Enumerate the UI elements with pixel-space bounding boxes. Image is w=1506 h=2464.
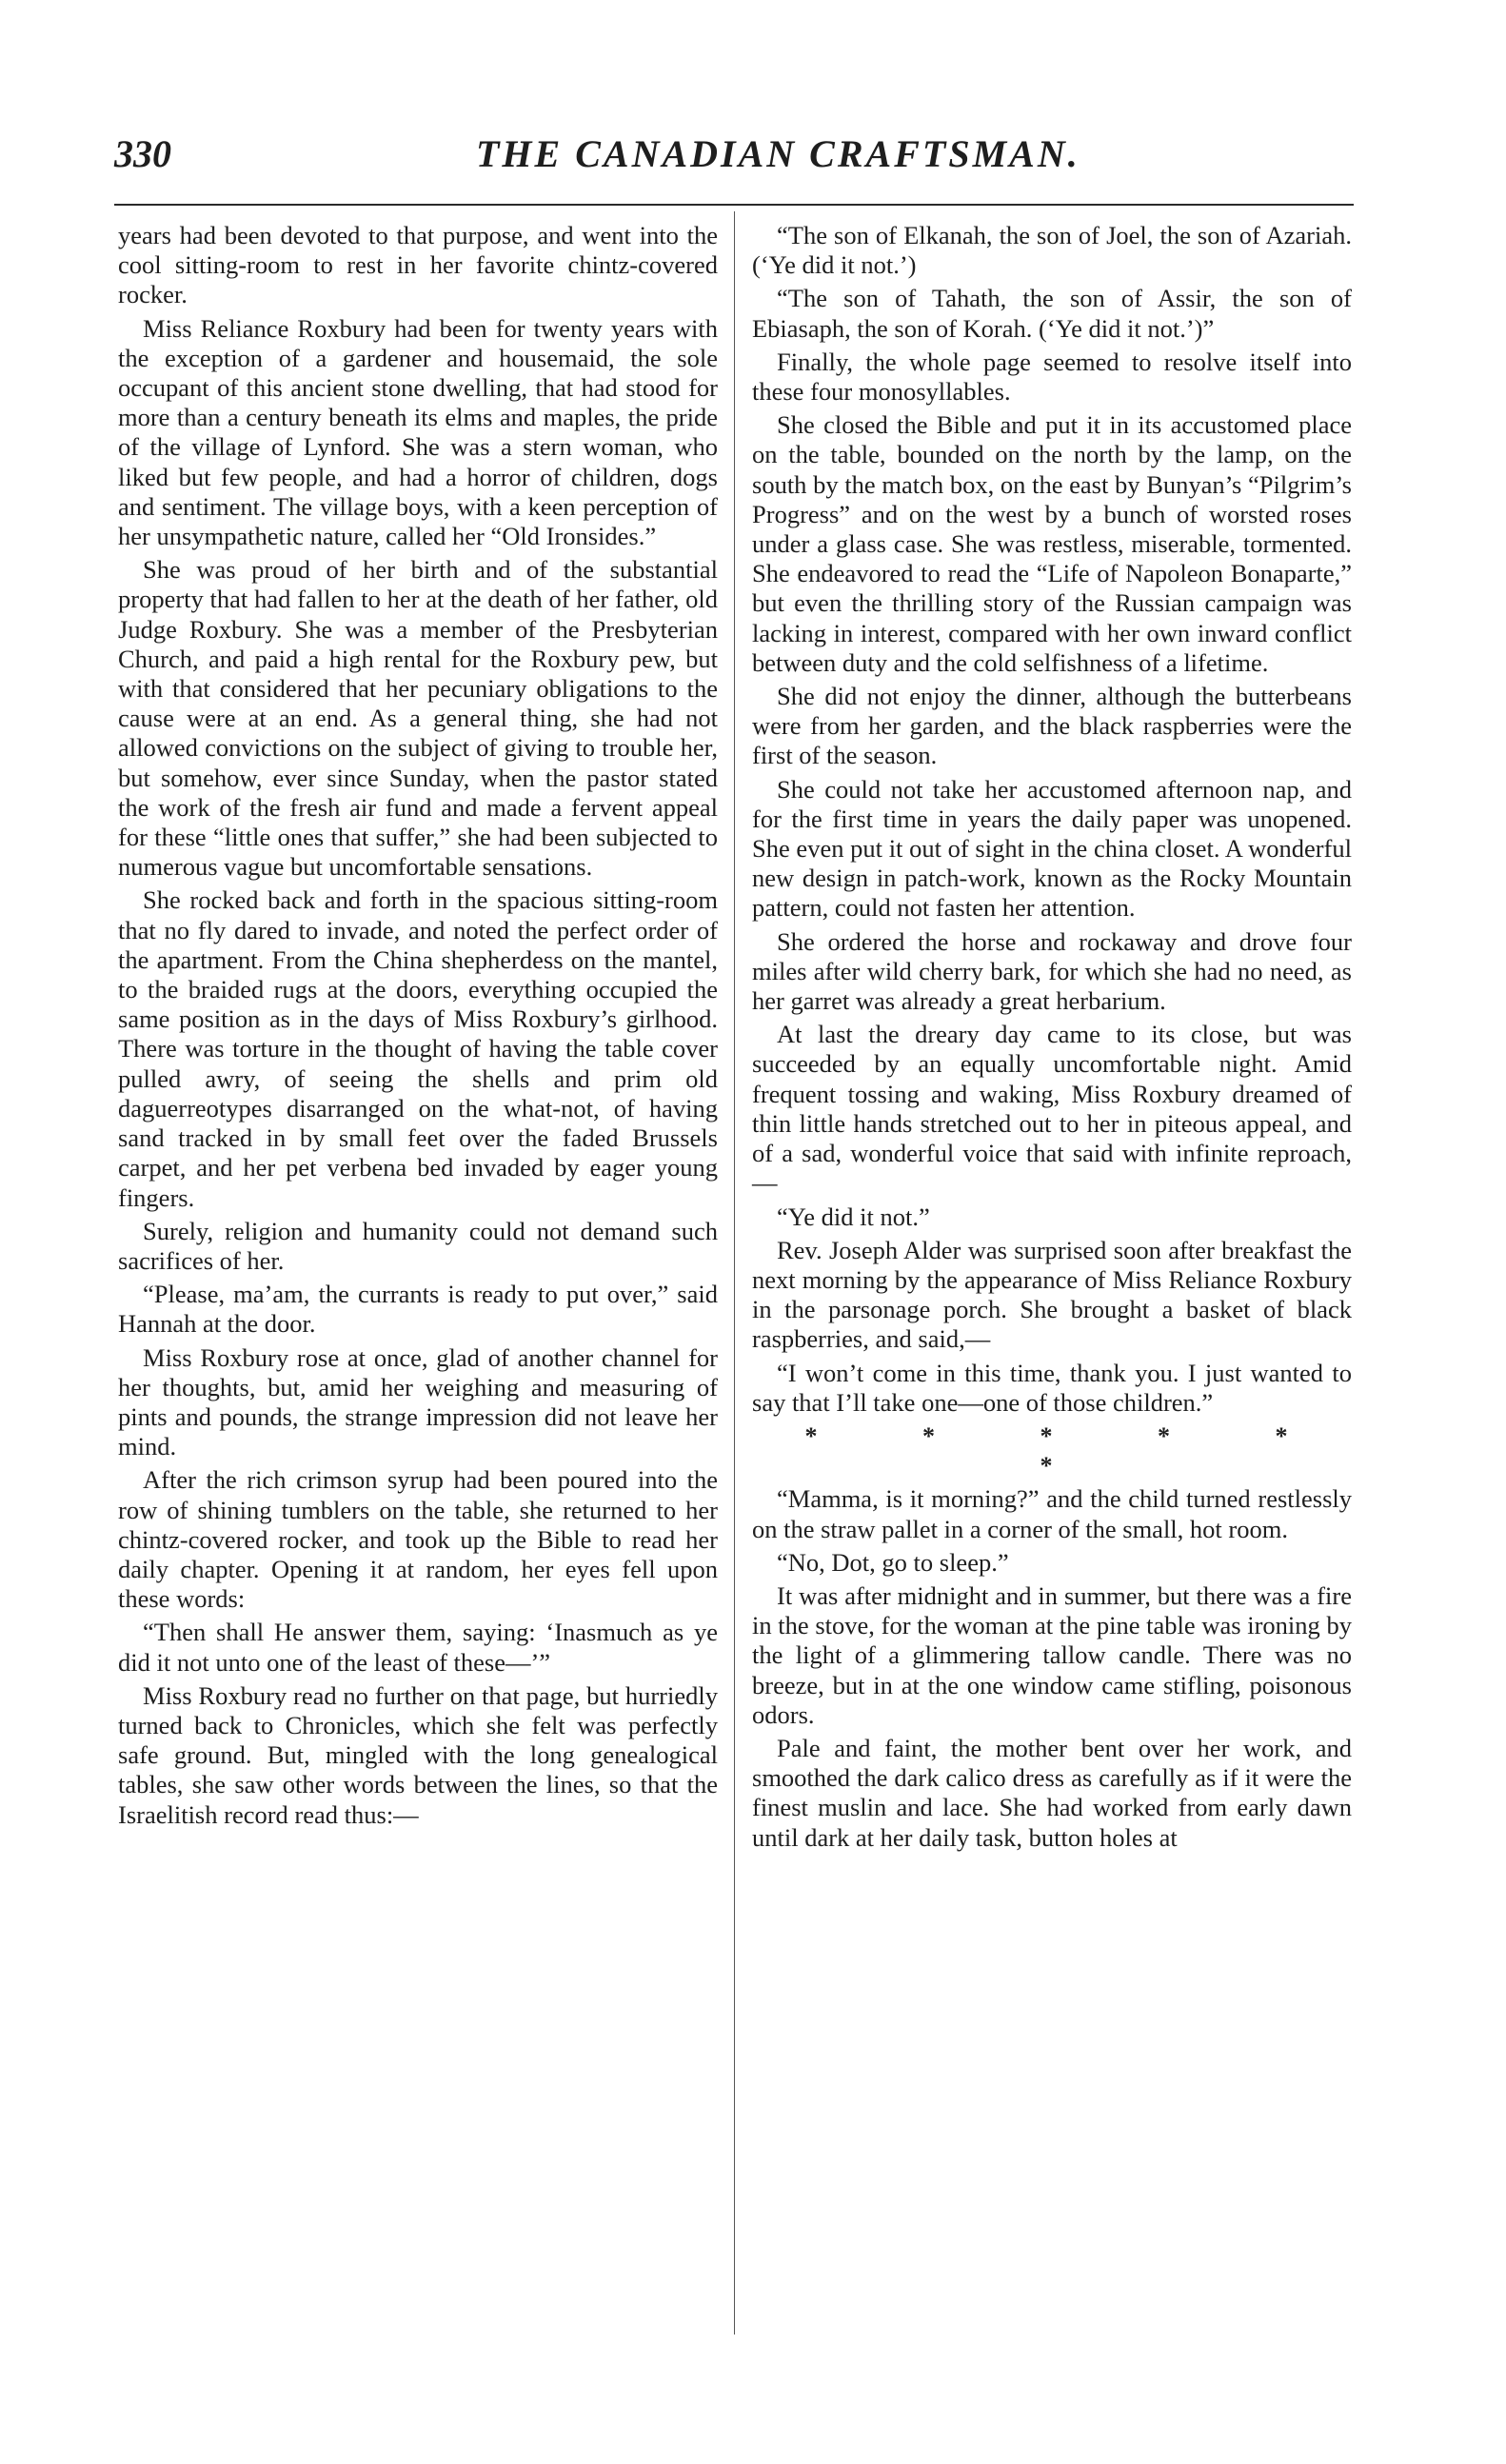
- header-rule: [114, 204, 1354, 206]
- paragraph: Rev. Joseph Alder was surprised soon after breakfast the next morning by the appearance of Miss Reliance Roxbury in the parsonage porch. She brought a basket of black raspberries, and said,—: [752, 1235, 1352, 1354]
- paragraph: Miss Roxbury rose at once, glad of another channel for her thoughts, but, amid her weighing and measuring of pints and pounds, the strange impression did not leave her mind.: [118, 1342, 718, 1461]
- paragraph: She did not enjoy the dinner, although the butterbeans were from her garden, and the black raspberries were the first of the season.: [752, 682, 1352, 770]
- paragraph: Miss Roxbury read no further on that page, but hurriedly turned back to Chronicles, which she felt was perfectly safe ground. But, mingled with the long genealogical tables, she saw other words between the lines, so that the Israelitish record read thus:—: [118, 1680, 718, 1829]
- paragraph: She closed the Bible and put it in its accustomed place on the table, bounded on the north by the lamp, on the south by the match box, on the east by Bunyan’s “Pilgrim’s Progress” and on the west by a bunch of worsted roses under a glass case. She was restless, miserable, tormented. She endeavored to read the “Life of Napoleon Bonaparte,” but even the thrilling story of the Russian campaign was lacking in interest, compared with her own inward conflict between duty and the cold selfishness of a lifetime.: [752, 410, 1352, 677]
- paragraph: Miss Reliance Roxbury had been for twenty years with the exception of a gardener and housemaid, the sole occupant of this ancient stone dwelling, that had stood for more than a century beneath its elms and maples, the pride of the village of Lynford. She was a stern woman, who liked but few people, and had a horror of children, dogs and sentiment. The village boys, with a keen perception of her unsympathetic nature, called her “Old Ironsides.”: [118, 313, 718, 551]
- paragraph: “I won’t come in this time, thank you. I just wanted to say that I’ll take one—one of those children.”: [752, 1358, 1352, 1417]
- paragraph: After the rich crimson syrup had been poured into the row of shining tumblers on the table, she returned to her chintz-covered rocker, and took up the Bible to read her daily chapter. Opening it at random, her eyes fell upon these words:: [118, 1465, 718, 1614]
- paragraph: “Then shall He answer them, saying: ‘Inasmuch as ye did it not unto one of the least of these—’”: [118, 1618, 718, 1677]
- page-header: [114, 131, 1352, 189]
- paragraph: It was after midnight and in summer, but there was a fire in the stove, for the woman at the pine table was ironing by the light of a glimmering tallow candle. There was no breeze, but in at the one window came stifling, poisonous odors.: [752, 1580, 1352, 1729]
- right-column: [752, 221, 1352, 1857]
- paragraph: “The son of Tahath, the son of Assir, the son of Ebiasaph, the son of Korah. (‘Ye did it not.’)”: [752, 284, 1352, 343]
- paragraph: She ordered the horse and rockaway and drove four miles after wild cherry bark, for which she had no need, as her garret was already a great herbarium.: [752, 926, 1352, 1016]
- journal-title: THE CANADIAN CRAFTSMAN.: [476, 132, 1080, 175]
- paragraph: “Mamma, is it morning?” and the child turned restlessly on the straw pallet in a corner of the small, hot room.: [752, 1484, 1352, 1543]
- paragraph: “Ye did it not.”: [777, 1202, 930, 1231]
- column-divider: [734, 211, 735, 2335]
- paragraph: “Please, ma’am, the currants is ready to put over,” said Hannah at the door.: [118, 1280, 718, 1339]
- paragraph: Surely, religion and humanity could not demand such sacrifices of her.: [118, 1216, 718, 1275]
- paragraph: “No, Dot, go to sleep.”: [777, 1547, 1009, 1577]
- left-column: [118, 221, 718, 1834]
- section-separator: * * * * * *: [804, 1421, 1338, 1480]
- paragraph: She was proud of her birth and of the substantial property that had fallen to her at the death of her father, old Judge Roxbury. She was a member of the Presbyterian Church, and paid a high rental for the Roxbury pew, but with that considered that her pecuniary obligations to the cause were at an end. As a general thing, she had not allowed convictions on the subject of giving to trouble her, but somehow, ever since Sunday, when the pastor stated the work of the fresh air fund and made a fervent appeal for these “little ones that suffer,” she had been subjected to numerous vague but uncomfortable sensations.: [118, 555, 718, 882]
- paragraph: Pale and faint, the mother bent over her work, and smoothed the dark calico dress as carefully as if it were the finest muslin and lace. She had worked from early dawn until dark at her daily task, button holes at: [752, 1733, 1352, 1852]
- paragraph: years had been devoted to that purpose, and went into the cool sitting-room to rest in her favorite chintz-covered rocker.: [118, 221, 718, 309]
- paragraph: She rocked back and forth in the spacious sitting-room that no fly dared to invade, and noted the perfect order of the apartment. From the China shepherdess on the mantel, to the braided rugs at the doors, everything occupied the same position as in the days of Miss Roxbury’s girlhood. There was torture in the thought of having the table cover pulled awry, of seeing the shells and prim old daguerreotypes disarranged on the what-not, of having sand tracked in by small feet over the faded Brussels carpet, and her pet verbena bed invaded by eager young fingers.: [118, 885, 718, 1212]
- page-number: 330: [114, 132, 171, 175]
- paragraph: She could not take her accustomed afternoon nap, and for the first time in years the daily paper was unopened. She even put it out of sight in the china closet. A wonderful new design in patch-work, known as the Rocky Mountain pattern, could not fasten her attention.: [752, 774, 1352, 923]
- paragraph: Finally, the whole page seemed to resolve itself into these four monosyllables.: [752, 347, 1352, 407]
- paragraph: At last the dreary day came to its close, but was succeeded by an equally uncomfortable night. Amid frequent tossing and waking, Miss Roxbury dreamed of thin little hands stretched out to her in piteous appeal, and of a sad, wonderful voice that said with infinite reproach,—: [752, 1020, 1352, 1198]
- paragraph: “The son of Elkanah, the son of Joel, the son of Azariah. (‘Ye did it not.’): [752, 221, 1352, 280]
